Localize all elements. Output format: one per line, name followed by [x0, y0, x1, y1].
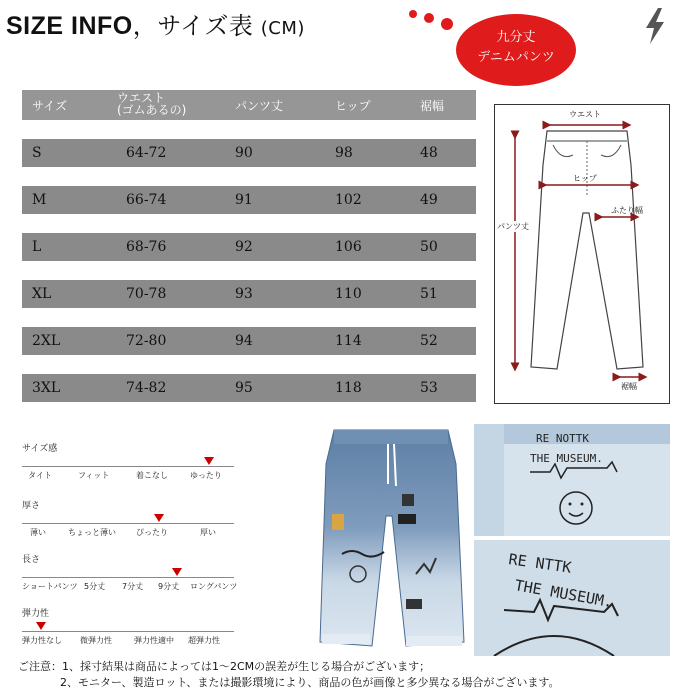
scale-title: サイズ感	[22, 444, 58, 454]
product-photo	[306, 424, 474, 656]
cell-size: L	[32, 239, 42, 255]
cell-length: 91	[235, 192, 253, 208]
fit-scale-size	[22, 441, 234, 482]
cell-length: 93	[235, 286, 253, 302]
col-hip: ヒップ	[335, 98, 371, 113]
scale-title: 弾力性	[22, 609, 50, 619]
scale-label: ロングパンツ	[190, 582, 238, 591]
measurement-diagram	[494, 104, 670, 404]
page-title	[6, 6, 305, 41]
cell-waist: 74-82	[126, 380, 167, 396]
detail-photo-top	[474, 424, 670, 536]
col-waist	[117, 92, 186, 116]
note-line-2: 2、モニター、製造ロット、または撮影環境により、商品の色が画像と多少異なる場合がございます。	[60, 676, 560, 689]
scale-track	[22, 516, 234, 524]
scale-label: 5分丈	[84, 582, 106, 591]
cell-hip: 110	[335, 286, 362, 302]
cell-size: 3XL	[32, 380, 61, 396]
title-separator: ，	[132, 12, 158, 40]
cell-size: S	[32, 145, 42, 161]
col-hem: 裾幅	[420, 98, 445, 113]
cell-length: 92	[235, 239, 253, 255]
table-row	[22, 374, 476, 402]
print-text-3: RE NTTK	[507, 550, 573, 577]
table-row	[22, 186, 476, 214]
scale-label: 弾力性適中	[134, 636, 174, 645]
scale-label: 7分丈	[122, 582, 144, 591]
cell-hem: 49	[420, 192, 438, 208]
title-unit: (CM)	[260, 18, 305, 39]
cell-hip: 106	[335, 239, 362, 255]
cell-waist: 66-74	[126, 192, 167, 208]
scale-marker-icon	[172, 568, 182, 576]
title-jp: サイズ表	[157, 12, 254, 40]
cell-hem: 51	[420, 286, 438, 302]
product-badge	[456, 14, 576, 86]
cell-hem: 52	[420, 333, 438, 349]
print-text-1: RE NOTTK	[536, 432, 589, 445]
col-waist-label: ウエスト	[117, 91, 166, 105]
notes	[18, 659, 559, 691]
cell-hem: 50	[420, 239, 438, 255]
scale-labels	[22, 470, 234, 482]
col-length: パンツ丈	[235, 98, 284, 113]
table-row	[22, 280, 476, 308]
scale-label: ショートパンツ	[22, 582, 78, 591]
label-length: パンツ丈	[497, 222, 529, 231]
title-bold: SIZE INFO	[6, 12, 133, 40]
scale-labels	[22, 635, 234, 647]
cell-hip: 98	[335, 145, 353, 161]
scale-label: ぴったり	[136, 528, 168, 537]
cell-hip: 102	[335, 192, 362, 208]
scale-track	[22, 459, 234, 467]
cell-hem: 48	[420, 145, 438, 161]
scale-label: 厚い	[200, 528, 216, 537]
cell-waist: 68-76	[126, 239, 167, 255]
scale-label: タイト	[28, 471, 52, 480]
label-hem: 裾幅	[621, 382, 637, 391]
scale-title: 厚さ	[22, 501, 41, 511]
scale-label: 弾力性なし	[22, 636, 62, 645]
scale-label: ちょっと薄い	[68, 528, 116, 537]
print-text-2: THE MUSEUM.	[530, 452, 603, 465]
fit-scale-length	[22, 552, 238, 593]
badge-line-2: デニムパンツ	[477, 50, 555, 65]
pants-outline-icon	[495, 105, 671, 405]
scale-track	[22, 624, 234, 632]
scale-label: ゆったり	[190, 471, 222, 480]
col-waist-note: (ゴムあるの)	[117, 103, 187, 117]
scale-track	[22, 570, 234, 578]
cell-size: XL	[32, 286, 52, 302]
scale-label: 超弾力性	[188, 636, 220, 645]
scale-labels	[22, 581, 238, 593]
cell-length: 95	[235, 380, 253, 396]
scale-label: 9分丈	[158, 582, 180, 591]
print-text-4: THE MUSEUM.	[513, 576, 615, 612]
label-hip: ヒップ	[573, 174, 597, 183]
cell-size: M	[32, 192, 47, 208]
scale-marker-icon	[36, 622, 46, 630]
jeans-photo-icon	[306, 424, 474, 656]
scale-label: 薄い	[30, 528, 46, 537]
label-waist: ウエスト	[569, 110, 601, 119]
cell-hem: 53	[420, 380, 438, 396]
fit-scale-thickness	[22, 498, 234, 539]
table-row	[22, 233, 476, 261]
badge-line-1: 九分丈	[496, 30, 536, 45]
cell-hip: 114	[335, 333, 362, 349]
cell-waist: 70-78	[126, 286, 167, 302]
detail-texture-icon	[474, 540, 670, 656]
scale-label: 微弾力性	[80, 636, 112, 645]
scale-title: 長さ	[22, 555, 41, 565]
table-row	[22, 327, 476, 355]
fit-scale-elasticity	[22, 606, 234, 647]
cell-waist: 72-80	[126, 333, 167, 349]
cell-length: 94	[235, 333, 253, 349]
cell-length: 90	[235, 145, 253, 161]
scale-label: 着こなし	[136, 471, 168, 480]
scale-label: フィット	[78, 471, 110, 480]
size-table	[22, 90, 476, 421]
note-line-1: ご注意：1、採寸結果は商品によっては1〜2CMの誤差が生じる場合がございます；	[18, 660, 431, 673]
detail-photo-bottom	[474, 540, 670, 656]
scale-labels	[22, 527, 234, 539]
cell-waist: 64-72	[126, 145, 167, 161]
lightning-icon	[640, 8, 670, 44]
size-table-header	[22, 90, 476, 120]
detail-texture-icon	[474, 424, 670, 536]
scale-marker-icon	[204, 457, 214, 465]
cell-size: 2XL	[32, 333, 61, 349]
label-thigh: ふたり幅	[611, 206, 643, 215]
table-row	[22, 139, 476, 167]
col-size: サイズ	[32, 98, 68, 113]
cell-hip: 118	[335, 380, 362, 396]
scale-marker-icon	[154, 514, 164, 522]
